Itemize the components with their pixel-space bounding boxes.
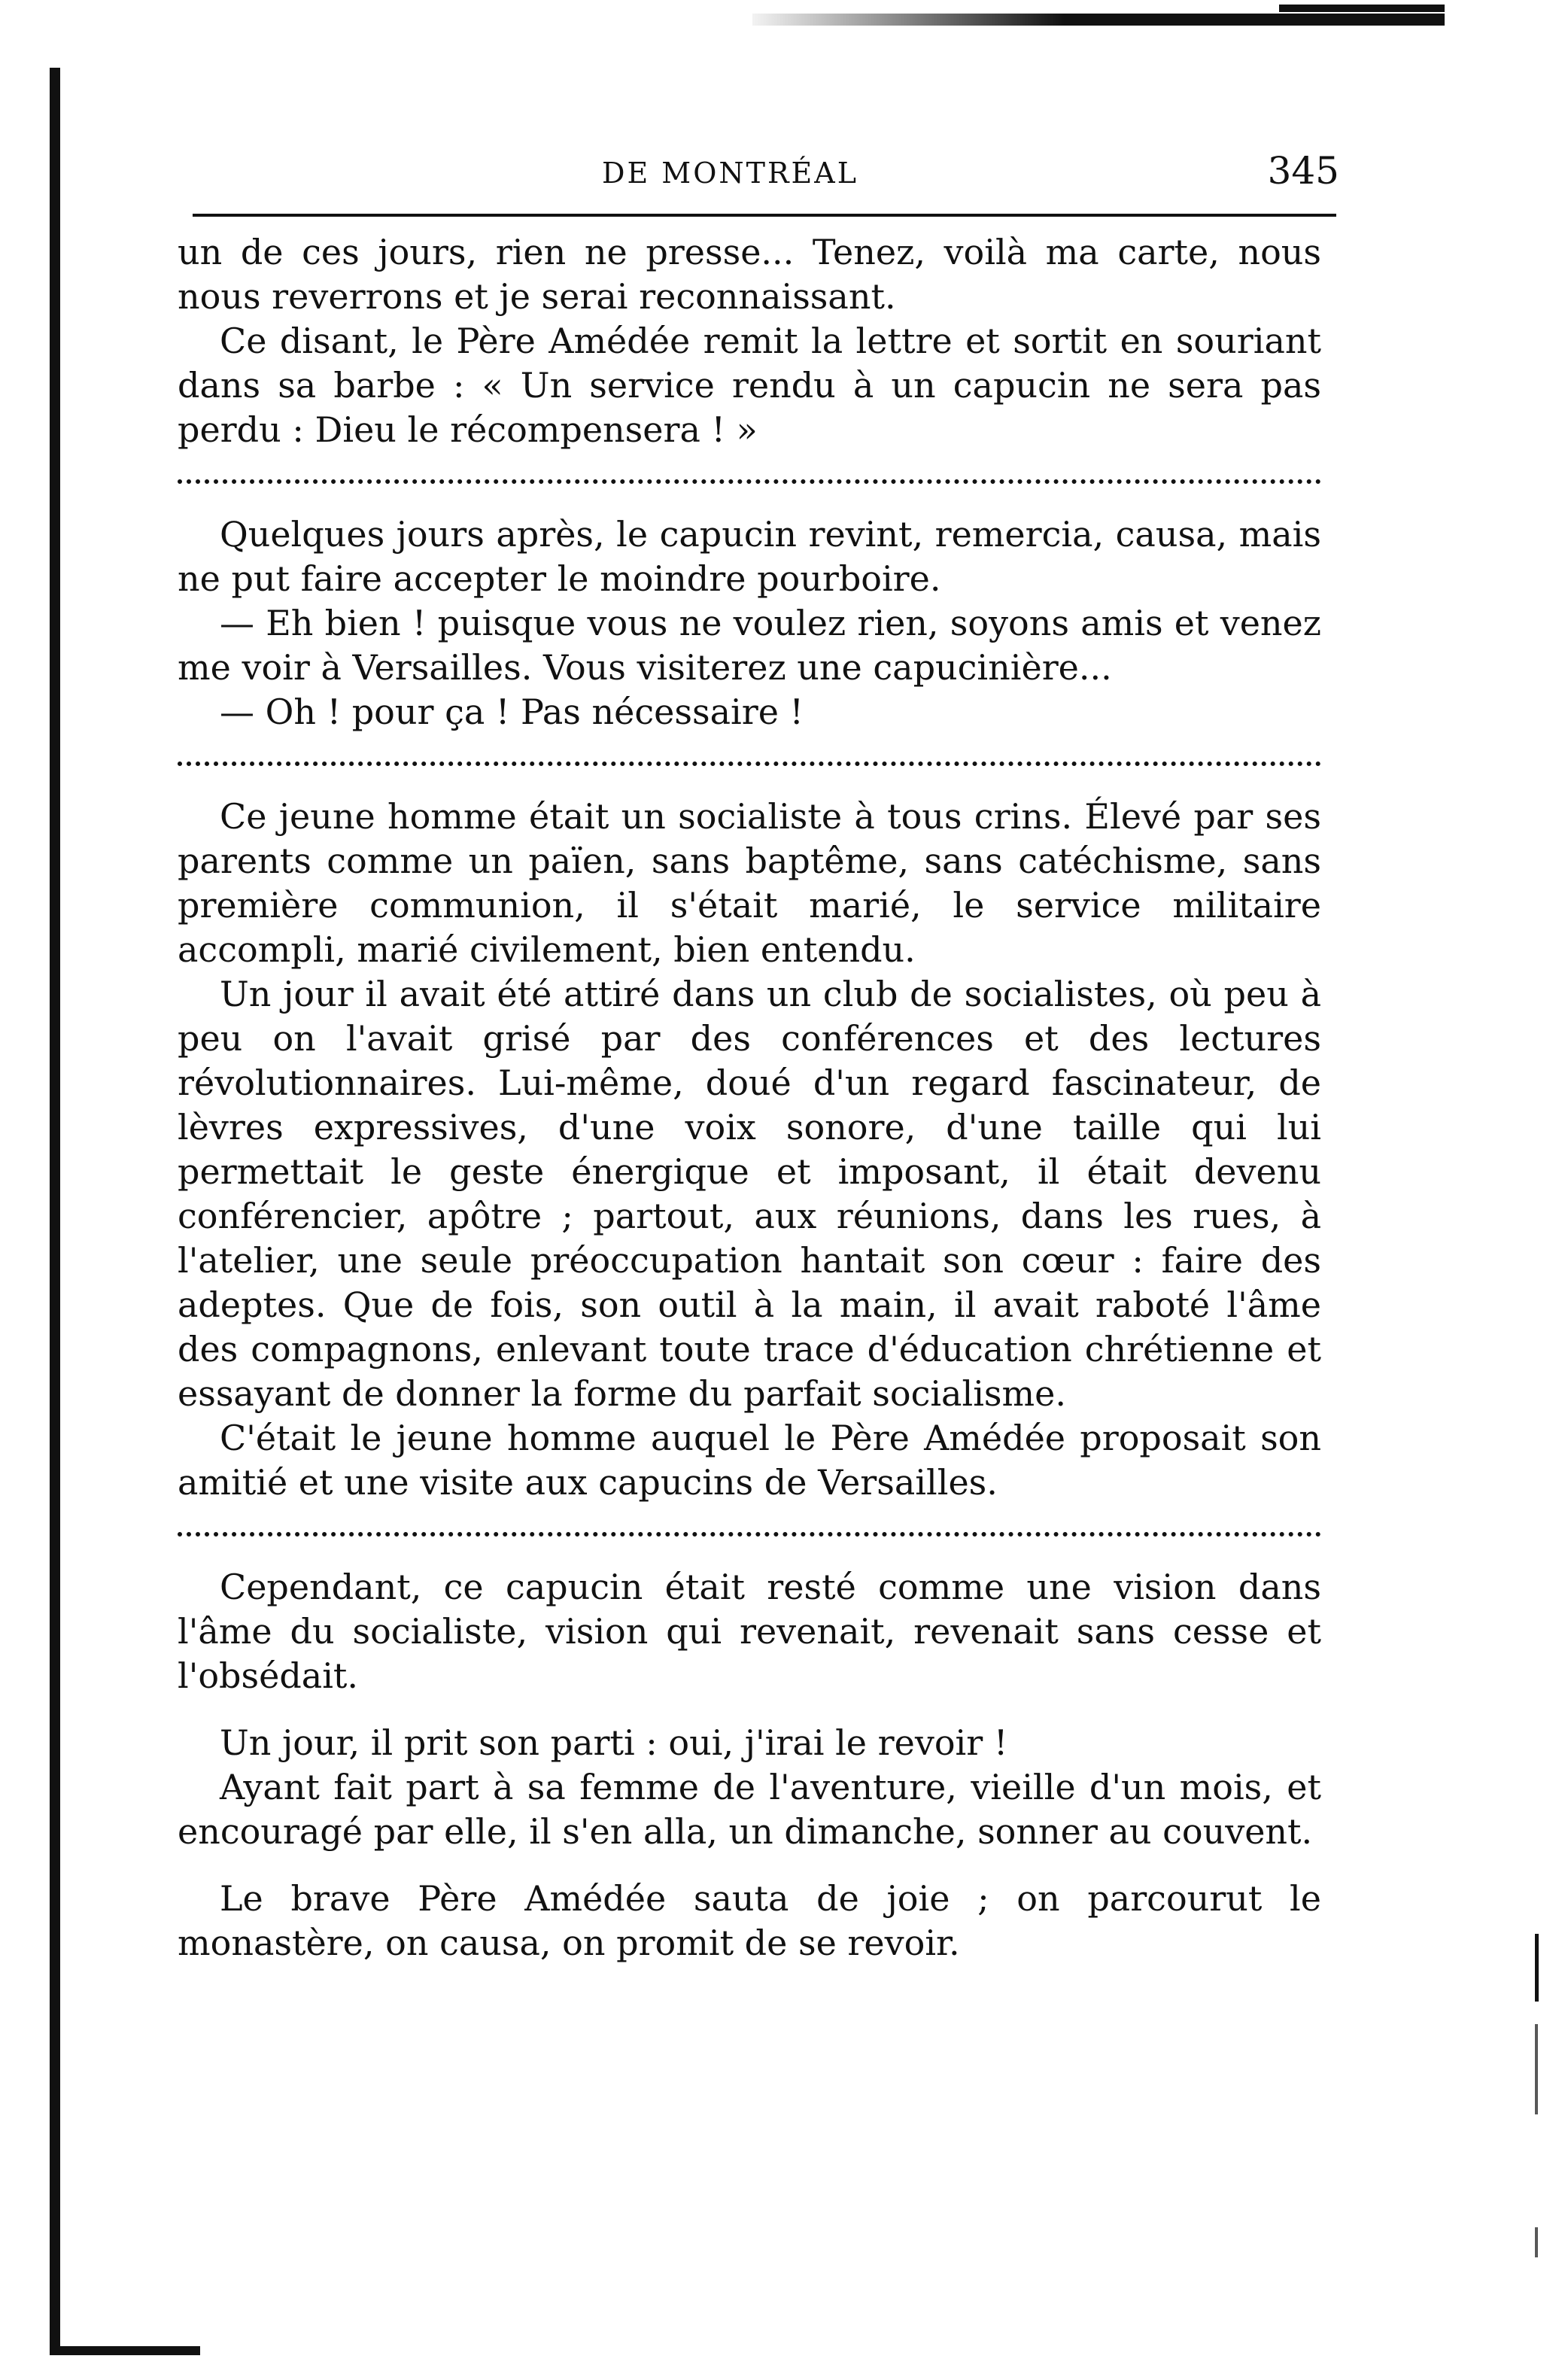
dotted-separator (178, 464, 1321, 502)
paragraph: C'était le jeune homme auquel le Père Amédée proposait son amitié et une visite aux capucins de Versailles. (178, 1418, 1321, 1503)
paragraph: Le brave Père Amédée sauta de joie ; on parcourut le monastère, on causa, on promit de se revoir. (178, 1878, 1321, 1963)
page-header (181, 149, 1339, 202)
margin-mark (1535, 2227, 1538, 2257)
header-rule (193, 214, 1336, 217)
scan-top-edge-dark (1279, 5, 1445, 12)
body-text (178, 230, 1321, 1965)
dotted-separator (178, 1517, 1321, 1555)
page-bottom-shadow (50, 2346, 200, 2355)
margin-mark (1535, 1934, 1539, 2002)
paragraph: — Eh bien ! puisque vous ne voulez rien, soyons amis et venez me voir à Versailles. Vous visiterez une capucinière... (178, 603, 1321, 688)
page-number: 345 (1267, 149, 1339, 193)
paragraph: Ce jeune homme était un socialiste à tous crins. Élevé par ses parents comme un païen, sans baptême, sans catéchisme, sans première communion, il s'était marié, le service militaire accompli, marié civilement, bien entendu. (178, 796, 1321, 970)
dotted-separator (178, 746, 1321, 784)
paragraph: — Oh ! pour ça ! Pas nécessaire ! (220, 692, 804, 732)
paragraph: un de ces jours, rien ne presse... Tenez, voilà ma carte, nous nous reverrons et je serai reconnaissant. (178, 232, 1321, 317)
paragraph: Ayant fait part à sa femme de l'aventure, vieille d'un mois, et encouragé par elle, il s'en alla, un dimanche, sonner au couvent. (178, 1767, 1321, 1852)
scan-top-edge (752, 14, 1445, 26)
paragraph: Ce disant, le Père Amédée remit la lettre et sortit en souriant dans sa barbe : « Un service rendu à un capucin ne sera pas perdu : Dieu le récompensera ! » (178, 321, 1321, 450)
margin-mark (1535, 2024, 1538, 2114)
page-gutter-shadow (50, 68, 60, 2355)
paragraph: Un jour, il prit son parti : oui, j'irai le revoir ! (220, 1722, 1008, 1763)
paragraph: Cependant, ce capucin était resté comme une vision dans l'âme du socialiste, vision qui revenait, revenait sans cesse et l'obsédait. (178, 1567, 1321, 1696)
paragraph: Un jour il avait été attiré dans un club de socialistes, où peu à peu on l'avait grisé par des conférences et des lectures révolutionnaires. Lui-même, doué d'un regard fascinateur, de lèvres expressives, d'une voix sonore, d'une taille qui lui permettait le geste énergique et imposant, il était devenu conférencier, apôtre ; partout, aux réunions, dans les rues, à l'atelier, une seule préoccupation hantait son cœur : faire des adeptes. Que de fois, son outil à la main, il avait raboté l'âme des compagnons, enlevant toute trace d'éducation chrétienne et essayant de donner la forme du parfait socialisme. (178, 974, 1321, 1414)
running-title: DE MONTRÉAL (602, 157, 858, 190)
paragraph: Quelques jours après, le capucin revint, remercia, causa, mais ne put faire accepter le moindre pourboire. (178, 514, 1321, 599)
